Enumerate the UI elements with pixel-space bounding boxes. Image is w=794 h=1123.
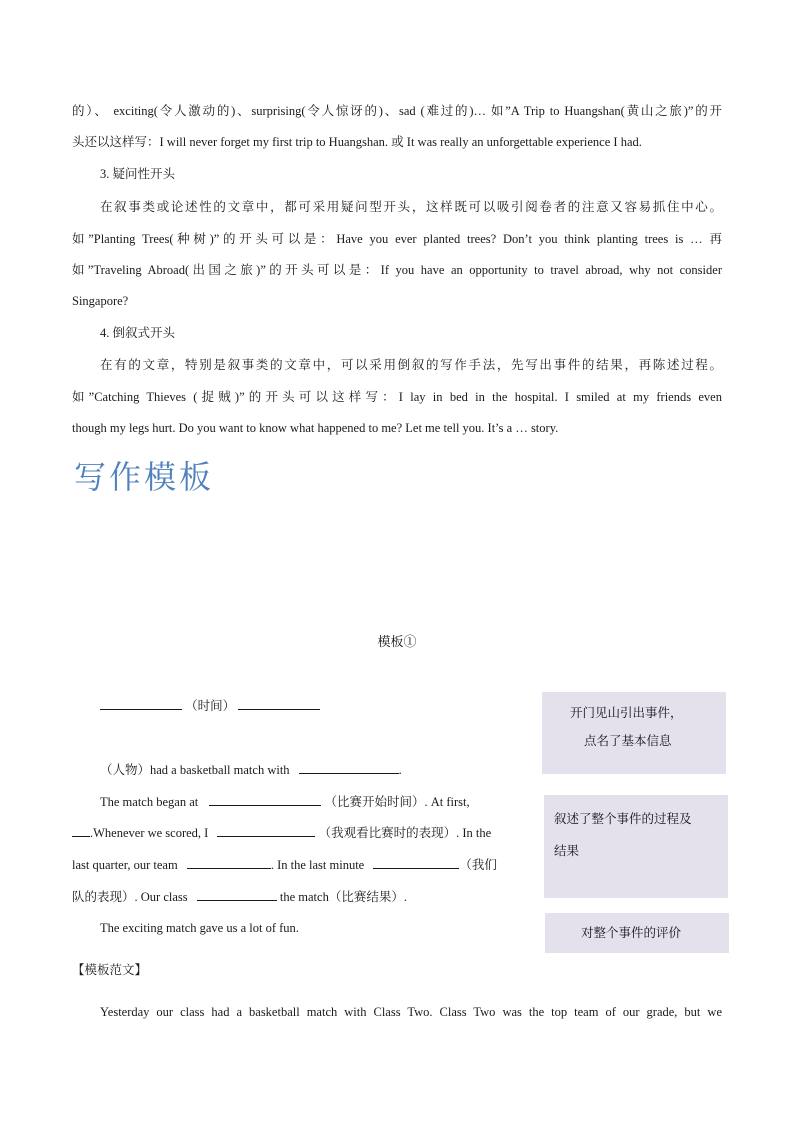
paragraph-line: 如”Planting Trees(种树)”的开头可以是：Have you ever planted trees? Don’t you think planting trees is … 再 [72, 232, 722, 246]
fill-blank[interactable] [72, 823, 90, 837]
template-line-4: .Whenever we scored, I （我观看比赛时的表现）. In the [72, 823, 491, 842]
section-heading: 写作模板 [74, 458, 215, 496]
paragraph-line: 头还以这样写：I will never forget my first trip to Huangshan. 或 It was really an unforgettable experience I had. [72, 135, 642, 149]
template-line-2: （人物）had a basketball match with . [100, 760, 402, 779]
note-box-process: 叙述了整个事件的过程及 结果 [544, 795, 728, 898]
fill-blank[interactable] [217, 823, 315, 837]
fill-blank[interactable] [238, 696, 320, 710]
section-title-3: 3. 疑问性开头 [100, 167, 176, 181]
fill-blank[interactable] [197, 887, 277, 901]
sample-title: 【模板范文】 [72, 962, 148, 977]
paragraph-line: 如”Traveling Abroad(出国之旅)”的开头可以是：If you have an opportunity to travel abroad, why not consider [72, 263, 722, 277]
fill-blank[interactable] [373, 855, 459, 869]
template-line-3: The match began at （比赛开始时间）. At first, [100, 792, 533, 811]
section-title-4: 4. 倒叙式开头 [100, 326, 176, 340]
paragraph-line: 如”Catching Thieves (捉贼)”的开头可以这样写：I lay in bed in the hospital. I smiled at my friends even [72, 390, 722, 404]
note-box-opening: 开门见山引出事件， 点名了基本信息 [542, 692, 726, 774]
fill-blank[interactable] [209, 792, 321, 806]
template-line-6: 队的表现）. Our class the match（比赛结果）. [72, 887, 407, 906]
paragraph-line: 的）、 exciting(令人激动的)、surprising(令人惊讶的)、sad (难过的)… 如”A Trip to Huangshan(黄山之旅)”的开 [72, 104, 722, 118]
paragraph-line: 在叙事类或论述性的文章中，都可采用疑问型开头，这样既可以吸引阅卷者的注意又容易抓住中心。 [100, 200, 722, 214]
template-line-5: last quarter, our team . In the last minute （我们 [72, 855, 497, 874]
template-line-7: The exciting match gave us a lot of fun. [100, 921, 299, 935]
fill-blank[interactable] [299, 760, 399, 774]
paragraph-line: 在有的文章，特别是叙事类的文章中，可以采用倒叙的写作手法，先写出事件的结果，再陈述过程。 [100, 358, 722, 372]
template-title: 模板① [377, 634, 417, 649]
paragraph-line: Singapore? [72, 294, 129, 308]
note-box-evaluation: 对整个事件的评价 [545, 913, 729, 953]
template-line-1: （时间） [100, 696, 320, 715]
paragraph-line: though my legs hurt. Do you want to know what happened to me? Let me tell you. It’s a … story. [72, 421, 559, 435]
fill-blank[interactable] [100, 696, 182, 710]
fill-blank[interactable] [187, 855, 271, 869]
sample-line: Yesterday our class had a basketball match with Class Two. Class Two was the top team of our grade, but we [100, 1005, 722, 1019]
